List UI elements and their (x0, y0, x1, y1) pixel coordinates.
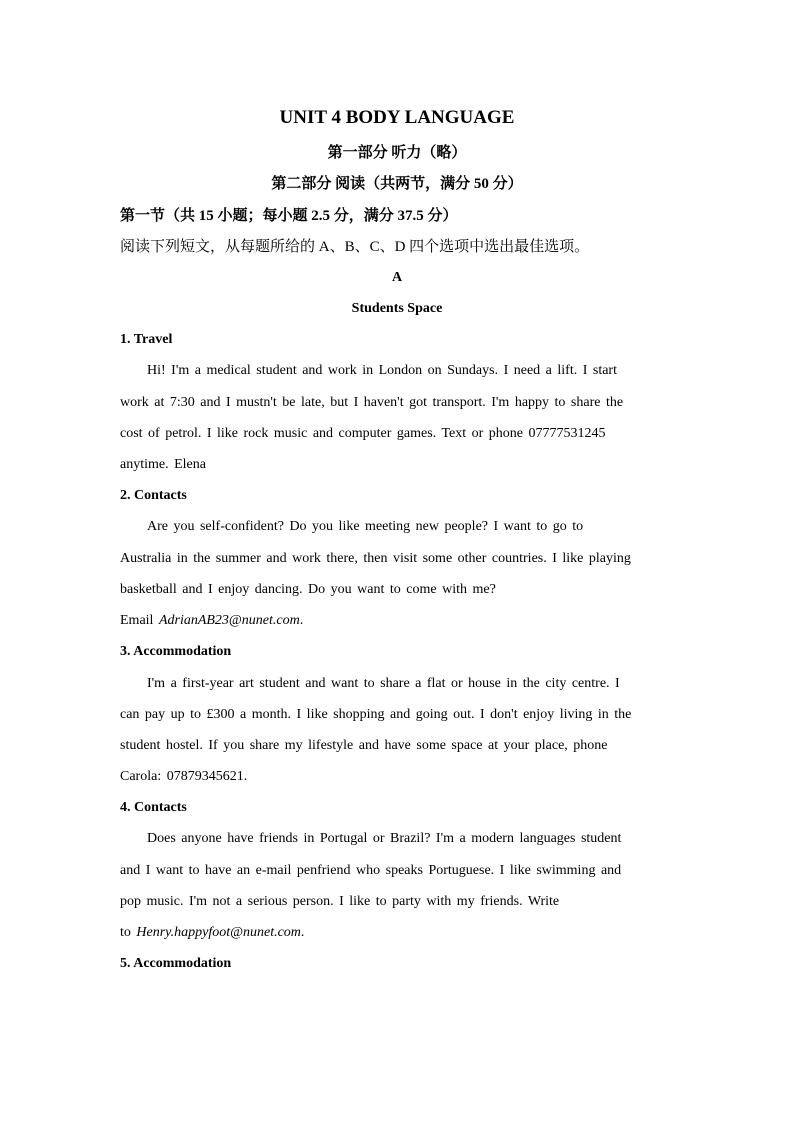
ad-heading-accommodation: 3. Accommodation (120, 644, 232, 659)
ad-text-line: cost of petrol. I like rock music and computer games. Text or phone 07777531245 (120, 426, 606, 441)
ad-text-line: Australia in the summer and work there, then visit some other countries. I like playing (120, 551, 631, 566)
email-prefix: to (120, 925, 137, 940)
ad-text-line: can pay up to £300 a month. I like shopping and going out. I don't enjoy living in the (120, 707, 632, 722)
ad-text-line: anytime. Elena (120, 457, 206, 472)
ad-text-line: Are you self-confident? Do you like meeting new people? I want to go to (147, 519, 584, 534)
ad-email-line (120, 923, 304, 943)
ad-email-line (120, 611, 303, 631)
page-title: UNIT 4 BODY LANGUAGE (279, 107, 515, 128)
ad-heading-accommodation-2: 5. Accommodation (120, 956, 232, 971)
ad-text-line: and I want to have an e-mail penfriend who speaks Portuguese. I like swimming and (120, 863, 622, 878)
ad-heading-contacts: 2. Contacts (120, 488, 187, 503)
email-prefix: Email (120, 613, 159, 628)
instruction-text: 阅读下列短文，从每题所给的 A、B、C、D 四个选项中选出最佳选项。 (120, 239, 590, 255)
ad-text-line: work at 7:30 and I mustn't be late, but I haven't got transport. I'm happy to share the (120, 395, 624, 410)
ad-heading-contacts-2: 4. Contacts (120, 800, 187, 815)
ad-text-line: pop music. I'm not a serious person. I like to party with my friends. Write (120, 894, 560, 909)
email-address: AdrianAB23@nunet.com (158, 613, 300, 628)
email-suffix: . (300, 925, 305, 940)
ad-text-line: Carola: 07879345621. (120, 769, 248, 784)
part2-heading: 第二部分 阅读（共两节，满分 50 分） (271, 176, 523, 192)
ad-text-line: Does anyone have friends in Portugal or Brazil? I'm a modern languages student (147, 831, 622, 846)
ad-heading-travel: 1. Travel (120, 332, 173, 347)
email-address: Henry.happyfoot@nunet.com (136, 925, 301, 940)
ad-text-line: basketball and I enjoy dancing. Do you want to come with me? (120, 582, 496, 597)
section1-heading: 第一节（共 15 小题；每小题 2.5 分，满分 37.5 分） (120, 208, 458, 224)
email-suffix: . (299, 613, 304, 628)
part1-heading: 第一部分 听力（略） (327, 145, 467, 161)
ad-text-line: I'm a first-year art student and want to share a flat or house in the city centre. I (147, 676, 620, 691)
passage-letter: A (391, 270, 403, 285)
passage-title: Students Space (351, 301, 443, 316)
ad-text-line: student hostel. If you share my lifestyle and have some space at your place, phone (120, 738, 608, 753)
ad-text-line: Hi! I'm a medical student and work in London on Sundays. I need a lift. I start (147, 363, 617, 378)
